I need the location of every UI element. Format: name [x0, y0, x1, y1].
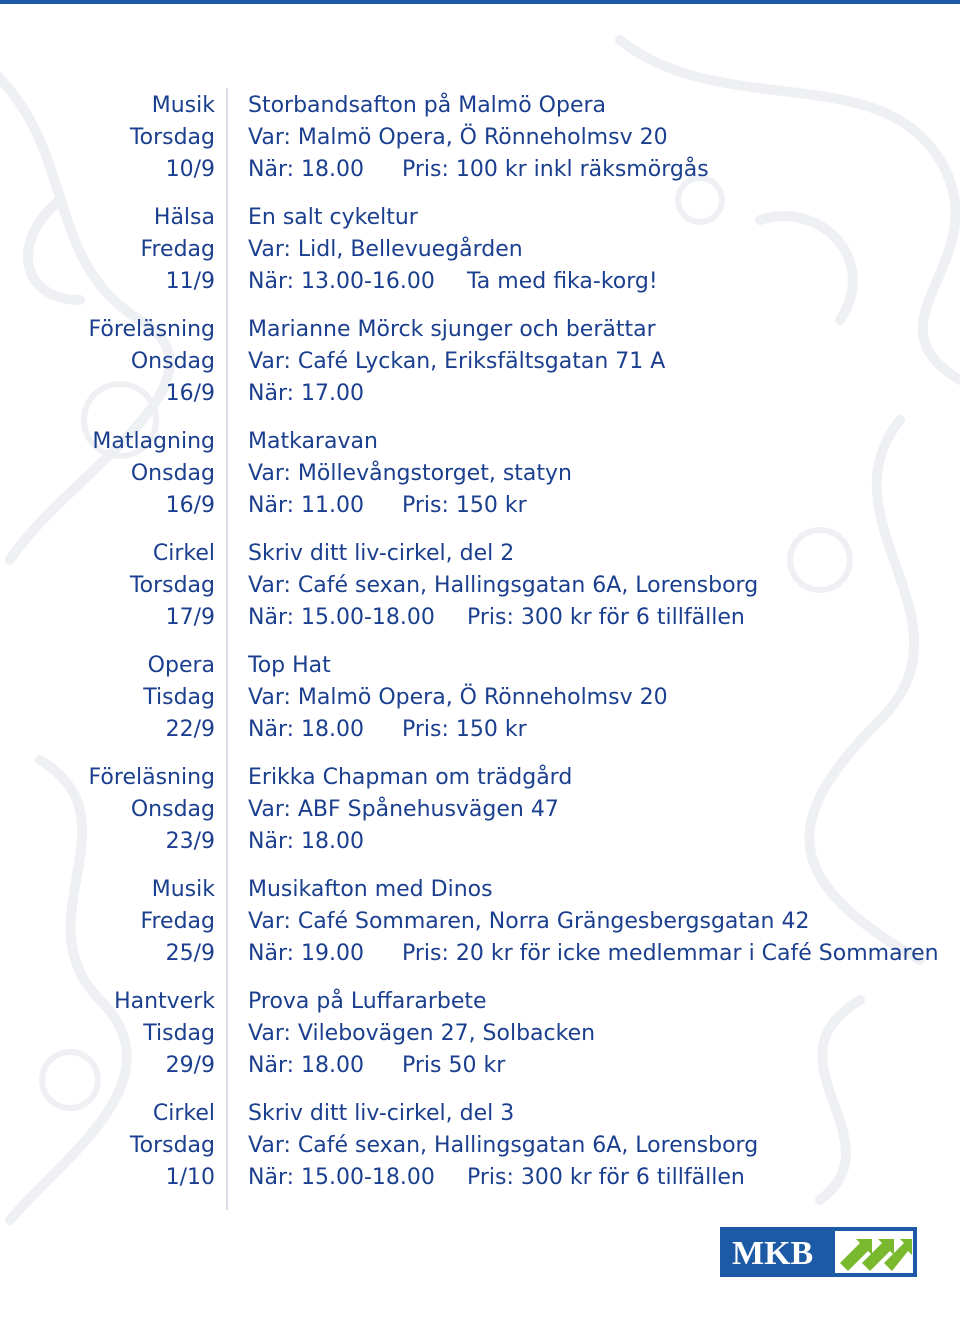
event-date: 22/9 — [165, 717, 215, 742]
event-location: Var: Café Lyckan, Eriksfältsgatan 71 A — [248, 349, 666, 374]
event-time: När: 19.00 — [248, 941, 364, 966]
event-item — [0, 426, 960, 538]
event-date: 11/9 — [165, 269, 215, 294]
event-time: När: 15.00-18.00 — [248, 605, 435, 630]
event-title: Skriv ditt liv-cirkel, del 3 — [248, 1101, 515, 1126]
event-day: Onsdag — [130, 349, 215, 374]
event-item — [0, 314, 960, 426]
event-location: Var: Café Sommaren, Norra Grängesbergsgatan 42 — [248, 909, 810, 934]
event-location: Var: Vilebovägen 27, Solbacken — [248, 1021, 596, 1046]
event-date: 10/9 — [165, 157, 215, 182]
event-extra-info: Pris: 100 kr inkl räksmörgås — [402, 157, 709, 182]
event-title: Prova på Luffararbete — [248, 989, 487, 1014]
event-time: När: 18.00 — [248, 717, 364, 742]
event-location: Var: Café sexan, Hallingsgatan 6A, Lorensborg — [248, 1133, 759, 1158]
event-time: När: 18.00 — [248, 1053, 364, 1078]
event-extra-info: Pris: 300 kr för 6 tillfällen — [467, 1165, 745, 1190]
event-item — [0, 90, 960, 202]
event-title: Matkaravan — [248, 429, 378, 454]
event-day: Fredag — [140, 909, 215, 934]
event-day: Torsdag — [129, 1133, 215, 1158]
event-title: Musikafton med Dinos — [248, 877, 493, 902]
event-category: Matlagning — [92, 429, 215, 454]
event-time: När: 15.00-18.00 — [248, 1165, 435, 1190]
event-time: När: 11.00 — [248, 493, 364, 518]
event-location: Var: Café sexan, Hallingsgatan 6A, Lorensborg — [248, 573, 759, 598]
event-day: Tisdag — [143, 685, 215, 710]
event-title: Top Hat — [248, 653, 331, 678]
event-date: 17/9 — [165, 605, 215, 630]
event-extra-info: Pris 50 kr — [402, 1053, 506, 1078]
event-day: Fredag — [140, 237, 215, 262]
event-title: En salt cykeltur — [248, 205, 418, 230]
event-day: Torsdag — [129, 125, 215, 150]
event-location: Var: ABF Spånehusvägen 47 — [248, 797, 559, 822]
event-time: När: 17.00 — [248, 381, 364, 406]
event-title: Skriv ditt liv-cirkel, del 2 — [248, 541, 515, 566]
event-date: 25/9 — [165, 941, 215, 966]
event-extra-info: Ta med fika-korg! — [467, 269, 658, 294]
event-item — [0, 538, 960, 650]
event-item — [0, 1098, 960, 1210]
event-category: Föreläsning — [88, 765, 215, 790]
event-time: När: 18.00 — [248, 829, 364, 854]
event-category: Musik — [151, 93, 215, 118]
mkb-logo — [720, 1227, 917, 1277]
event-time: När: 18.00 — [248, 157, 364, 182]
logo-text: MKB — [732, 1235, 814, 1272]
event-location: Var: Malmö Opera, Ö Rönneholmsv 20 — [248, 125, 668, 150]
event-location: Var: Möllevångstorget, statyn — [248, 461, 572, 486]
event-location: Var: Malmö Opera, Ö Rönneholmsv 20 — [248, 685, 668, 710]
event-extra-info: Pris: 150 kr — [402, 717, 527, 742]
event-category: Hälsa — [153, 205, 215, 230]
event-day: Onsdag — [130, 461, 215, 486]
event-item — [0, 650, 960, 762]
event-title: Storbandsafton på Malmö Opera — [248, 93, 607, 118]
event-category: Cirkel — [152, 1101, 215, 1126]
event-day: Tisdag — [143, 1021, 215, 1046]
event-day: Torsdag — [129, 573, 215, 598]
event-extra-info: Pris: 20 kr för icke medlemmar i Café Sommaren — [402, 941, 939, 966]
event-date: 1/10 — [165, 1165, 215, 1190]
event-category: Föreläsning — [88, 317, 215, 342]
event-category: Cirkel — [152, 541, 215, 566]
event-category: Opera — [147, 653, 215, 678]
event-category: Musik — [151, 877, 215, 902]
event-item — [0, 202, 960, 314]
event-extra-info: Pris: 150 kr — [402, 493, 527, 518]
event-extra-info: Pris: 300 kr för 6 tillfällen — [467, 605, 745, 630]
event-item — [0, 874, 960, 986]
event-date: 29/9 — [165, 1053, 215, 1078]
event-title: Erikka Chapman om trädgård — [248, 765, 573, 790]
event-location: Var: Lidl, Bellevuegården — [248, 237, 523, 262]
event-time: När: 13.00-16.00 — [248, 269, 435, 294]
event-category: Hantverk — [114, 989, 215, 1014]
event-date: 23/9 — [165, 829, 215, 854]
event-date: 16/9 — [165, 381, 215, 406]
event-item — [0, 986, 960, 1098]
event-day: Onsdag — [130, 797, 215, 822]
event-item — [0, 762, 960, 874]
event-title: Marianne Mörck sjunger och berättar — [248, 317, 656, 342]
event-date: 16/9 — [165, 493, 215, 518]
